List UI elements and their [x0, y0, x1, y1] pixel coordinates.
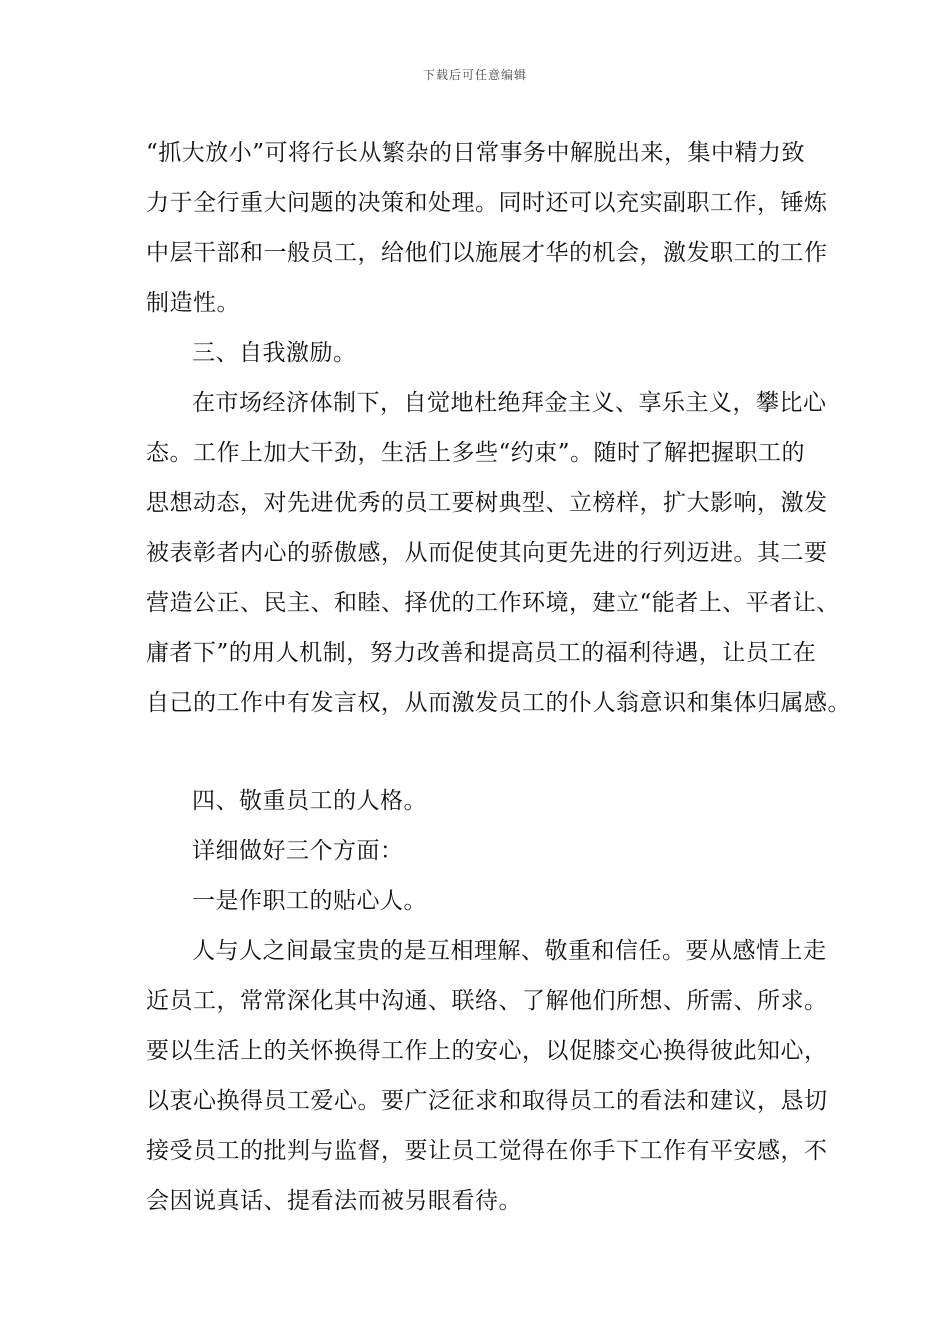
text-line: “抓大放小”可将行长从繁杂的日常事务中解脱出来，集中精力致 — [146, 140, 806, 166]
paragraph-gap — [146, 728, 808, 776]
document-body — [146, 128, 851, 1226]
text-line: 态。工作上加大干劲，生活上多些“约束”。随时了解把握职工的 — [146, 440, 806, 466]
text-line: 接受员工的批判与监督，要让员工觉得在你手下工作有平安感，不 — [146, 1138, 828, 1164]
text-line: 要以生活上的关怀换得工作上的安心，以促膝交心换得彼此知心， — [146, 1038, 828, 1064]
subheading: 一是作职工的贴心人。 — [192, 888, 427, 914]
text-line: 自己的工作中有发言权，从而激发员工的仆人翁意识和集体归属感。 — [146, 690, 851, 716]
text-line: 在市场经济体制下，自觉地杜绝拜金主义、享乐主义，攀比心 — [192, 390, 827, 416]
text-line: 中层干部和一般员工，给他们以施展才华的机会，激发职工的工作 — [146, 240, 828, 266]
text-line: 庸者下”的用人机制，努力改善和提高员工的福利待遇，让员工在 — [146, 640, 817, 666]
text-line: 力于全行重大问题的决策和处理。同时还可以充实副职工作，锤炼 — [146, 190, 828, 216]
text-line: 制造性。 — [146, 290, 240, 316]
text-line: 详细做好三个方面： — [192, 838, 404, 864]
text-line: 营造公正、民主、和睦、择优的工作环境，建立“能者上、平者让、 — [146, 590, 840, 616]
page-header-note: 下载后可任意编辑 — [422, 68, 527, 82]
section-heading: 四、敬重员工的人格。 — [192, 788, 427, 814]
text-line: 近员工，常常深化其中沟通、联络、了解他们所想、所需、所求。 — [146, 988, 828, 1014]
text-line: 思想动态，对先进优秀的员工要树典型、立榜样，扩大影响，激发 — [146, 490, 828, 516]
text-line: 人与人之间最宝贵的是互相理解、敬重和信任。要从感情上走 — [192, 938, 827, 964]
section-heading: 三、自我激励。 — [192, 340, 357, 366]
text-line: 以衷心换得员工爱心。要广泛征求和取得员工的看法和建议，恳切 — [146, 1088, 828, 1114]
text-line: 会因说真话、提看法而被另眼看待。 — [146, 1188, 522, 1214]
text-line: 被表彰者内心的骄傲感，从而促使其向更先进的行列迈进。其二要 — [146, 540, 828, 566]
